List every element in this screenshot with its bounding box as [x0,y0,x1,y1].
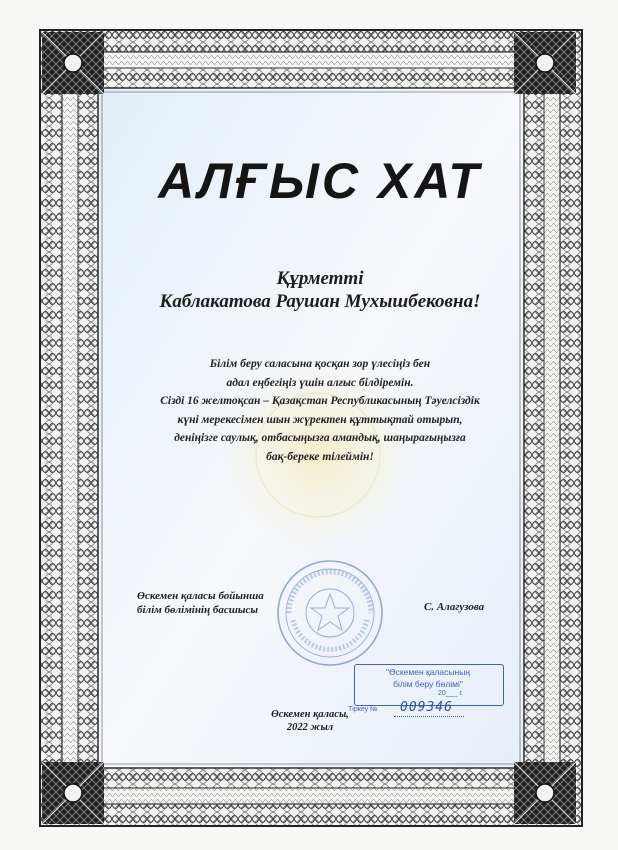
signer-name: С. Алагузова [424,601,485,613]
corner-ornament-bottom-right [514,762,576,824]
body-line: бақ-береке тілеймін! [266,450,374,463]
corner-ornament-top-right [514,32,576,94]
stamp-org-line2: білім беру бөлімі" [393,679,463,689]
greeting-honorific: Құрметті [276,268,364,289]
signer-position [137,589,264,617]
certificate-body [140,355,500,467]
stamp-org-line1: "Өскемен қаласының [385,667,471,677]
signer-position-line1: Өскемен қаласы бойынша [137,590,264,602]
stamp-reg-label: Тіркеу № [348,706,378,713]
body-line: адал еңбегіңіз үшін алғыс білдіремін. [226,376,414,389]
body-line: Сізді 16 желтоқсан – Қазақстан Республикасының Тәуелсіздік [160,395,480,408]
body-line: Білім беру саласына қосқан зор үлесіңіз бен [209,358,431,370]
recipient-name: Каблакатова Раушан Мухышбековна! [159,291,481,312]
stamp-reg-number: 009346 [400,700,453,715]
place-city: Өскемен қаласы, [271,709,349,720]
official-seal [275,558,385,668]
body-line: деніңізге саулық, отбасыңызға амандық, шаңырағыңызға [174,432,466,445]
place-and-year [200,708,420,734]
corner-ornament-bottom-left [42,762,104,824]
body-line: күні мерекесімен шын жүректен құттықтай отырып, [177,413,463,426]
certificate-title: АЛҒЫС ХАТ [158,153,482,209]
stamp-date: 20___ г. [438,690,464,697]
signer-position-line2: білім бөлімінің басшысы [137,604,259,616]
corner-ornament-top-left [42,32,104,94]
place-year: 2022 жыл [286,722,334,733]
